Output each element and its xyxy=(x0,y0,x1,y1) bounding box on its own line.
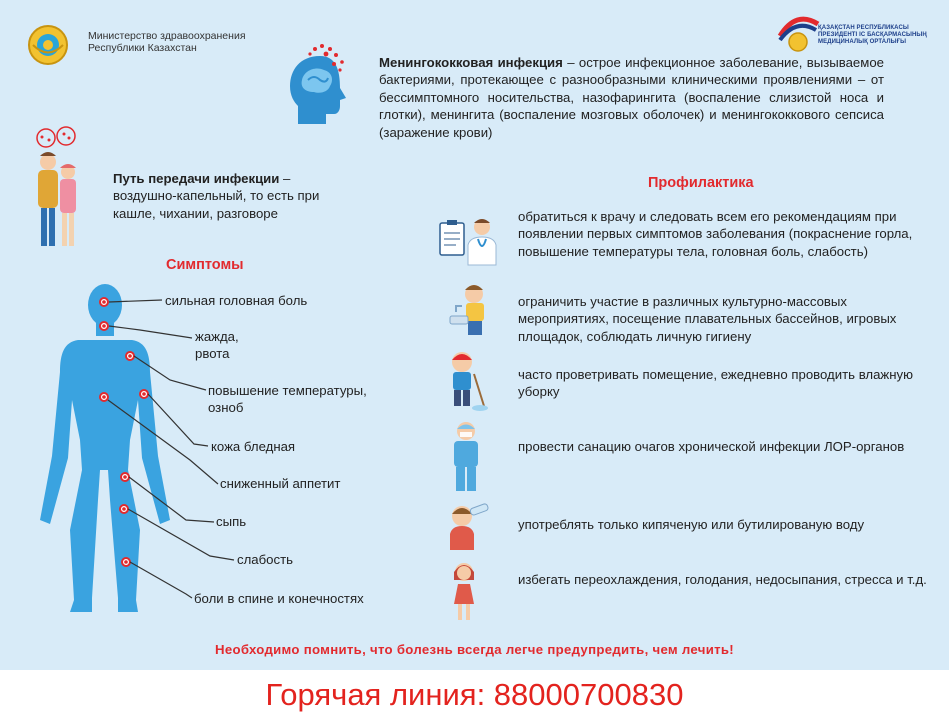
ministry-name: Министерство здравоохранения Республики Казахстан xyxy=(88,30,246,54)
hotline-text: Горячая линия: 88000700830 xyxy=(265,677,684,712)
prevention-item-doctor: обратиться к врачу и следовать всем его рекомендациям при появлении первых симптомов заболевания (покраснение горла, повышение температуры тела, головная боль, слабость) xyxy=(518,209,913,259)
cleaning-boy-icon xyxy=(440,350,488,412)
symptom-thirst-vomiting: жажда, рвота xyxy=(195,329,239,362)
prevention-item-sanation: провести санацию очагов хронической инфекции ЛОР-органов xyxy=(518,439,905,454)
symptom-weakness: слабость xyxy=(237,552,294,567)
transmission-text: Путь передачи инфекции – воздушно-капельный, то есть при кашле, чихании, разговоре xyxy=(113,171,320,221)
prevention-item-boiled-water: употреблять только кипяченую или бутилированую воду xyxy=(518,517,865,532)
symptoms-title: Симптомы xyxy=(166,257,244,273)
cold-girl-icon xyxy=(444,560,484,622)
drinking-water-icon xyxy=(442,500,494,552)
doctor-clipboard-icon xyxy=(438,213,500,267)
medical-center-name: ҚАЗАҚСТАН РЕСПУБЛИКАСЫ ПРЕЗИДЕНТІ ІС БАСҚАРМАСЫНЫҢ МЕДИЦИНАЛЫҚ ОРТАЛЫҒЫ xyxy=(818,25,927,45)
symptom-pale-skin: кожа бледная xyxy=(211,439,296,454)
intro-text: Менингококковая инфекция – острое инфекционное заболевание, вызываемое бактериями, протекающее с разнообразными клиническими проявлениями – от бессимптомного носительства, назофарингита (воспаление слизистой носа и глотки), менингита (воспаление мозговых оболочек) и менингококкового сепсиса (заражение крови) xyxy=(379,55,885,140)
prevention-item-limit-events: ограничить участие в различных культурно-массовых мероприятиях, посещение плавательных бассейнов, игровых площадок, соблюдать личную гигиену xyxy=(518,294,897,344)
symptom-back-limb-pain: боли в спине и конечностях xyxy=(194,591,364,606)
symptom-reduced-appetite: сниженный аппетит xyxy=(220,476,341,491)
footer-reminder: Необходимо помнить, что болезнь всегда легче предупредить, чем лечить! xyxy=(215,642,734,657)
symptom-fever-chills: повышение температуры, озноб xyxy=(208,383,367,416)
symptom-headache: сильная головная боль xyxy=(165,293,308,308)
hand-washing-icon xyxy=(448,282,492,342)
prevention-item-ventilate: часто проветривать помещение, ежедневно проводить влажную уборку xyxy=(518,367,914,400)
prevention-item-avoid-hypothermia: избегать переохлаждения, голодания, недосыпания, стресса и т.д. xyxy=(518,572,927,587)
ent-doctor-icon xyxy=(448,420,484,494)
symptom-rash: сыпь xyxy=(216,514,247,529)
prevention-title: Профилактика xyxy=(648,175,754,191)
